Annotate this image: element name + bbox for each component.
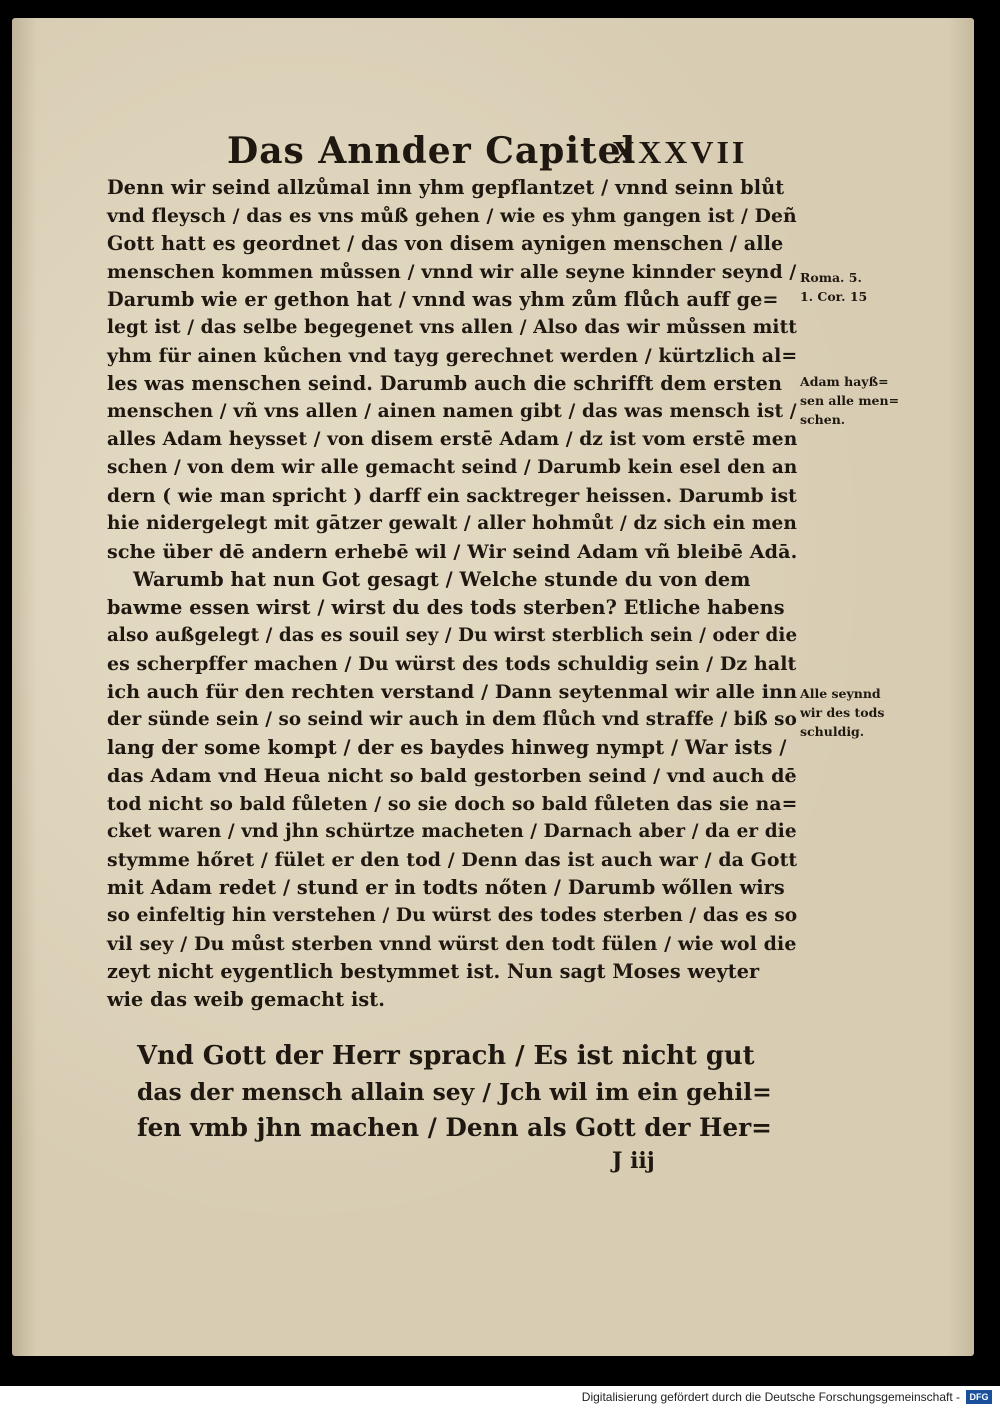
text-line: vil sey / Du můst sterben vnnd würst den todt fülen / wie wol die — [107, 933, 797, 955]
marginal-note-line: wir des tods — [800, 705, 885, 720]
footer-bar — [0, 1386, 1000, 1409]
paragraph-start-line: Warumb hat nun Got gesagt / Welche stunde du von dem — [133, 568, 751, 591]
text-line: sche über dē andern erhebē wil / Wir seind Adam vñ bleibē Adā. — [107, 540, 798, 563]
text-line: yhm für ainen kůchen vnd tayg gerechnet werden / kürtzlich al= — [107, 345, 798, 367]
marginal-note-line: schen. — [800, 412, 846, 427]
text-line: alles Adam heysset / von disem erstē Adam / dz ist vom erstē men — [107, 429, 798, 450]
text-line: ich auch für den rechten verstand / Dann seytenmal wir alle inn — [107, 680, 798, 703]
marginal-note-line: Alle seynnd — [800, 686, 881, 701]
text-line: legt ist / das selbe begegenet vns allen / Also das wir můssen mitt — [107, 317, 797, 338]
text-line: wie das weib gemacht ist. — [107, 988, 386, 1011]
chapter-title: Das Annder Capitel — [227, 130, 637, 172]
marginal-note — [800, 684, 930, 741]
text-line: stymme hőret / fület er den tod / Denn das ist auch war / da Gott — [107, 849, 798, 871]
dfg-logo: DFG — [966, 1390, 992, 1404]
text-line: das Adam vnd Heua nicht so bald gestorben seind / vnd auch dē — [107, 764, 797, 787]
text-line: zeyt nicht eygentlich bestymmet ist. Nun sagt Moses weyter — [107, 960, 760, 983]
text-line: menschen / vñ vns allen / ainen namen gibt / das was mensch ist / — [107, 401, 797, 422]
text-line: Darumb wie er gethon hat / vnnd was yhm zům flůch auff ge= — [107, 288, 779, 311]
text-line: les was menschen seind. Darumb auch die schrifft dem ersten — [107, 372, 783, 395]
folio-number: XXXVII — [612, 134, 748, 170]
scripture-line: das der mensch allain sey / Jch wil im ein gehil= — [137, 1078, 772, 1106]
text-line: tod nicht so bald fůleten / so sie doch so bald fůleten das sie na= — [107, 793, 798, 815]
marginal-note-line: 1. Cor. 15 — [800, 289, 868, 304]
marginal-note-line: sen alle men= — [800, 393, 900, 408]
text-line: vnd fleysch / das es vns můß gehen / wie es yhm gangen ist / Deñ — [107, 205, 797, 227]
signature-mark: J iij — [612, 1148, 655, 1174]
scripture-line: fen vmb jhn machen / Denn als Gott der Her= — [137, 1113, 772, 1142]
text-line: lang der some kompt / der es baydes hinweg nympt / War ists / — [107, 736, 787, 759]
text-line: so einfeltig hin verstehen / Du würst des todes sterben / das es so — [107, 905, 798, 926]
text-line: bawme essen wirst / wirst du des tods sterben? Etliche habens — [107, 596, 785, 619]
marginal-note-line: Roma. 5. — [800, 270, 862, 285]
text-line: hie nidergelegt mit gātzer gewalt / aller hohmůt / dz sich ein men — [107, 513, 797, 534]
scripture-line: Vnd Gott der Herr sprach / Es ist nicht gut — [137, 1041, 755, 1071]
text-line: Gott hatt es geordnet / das von disem aynigen menschen / alle — [107, 232, 784, 255]
marginal-note-line: schuldig. — [800, 724, 865, 739]
book-page — [12, 18, 974, 1356]
text-line: cket waren / vnd jhn schürtze macheten / Darnach aber / da er die — [107, 821, 797, 842]
text-line: schen / von dem wir alle gemacht seind / Darumb kein esel den an — [107, 457, 798, 478]
text-line: dern ( wie man spricht ) darff ein sacktreger heissen. Darumb ist — [107, 485, 797, 507]
text-line: Denn wir seind allzůmal inn yhm gepflantzet / vnnd seinn blůt — [107, 176, 785, 199]
marginal-note-line: Adam hayß= — [800, 374, 889, 389]
text-line: mit Adam redet / stund er in todts nőten / Darumb wőllen wirs — [107, 876, 785, 899]
body-text — [107, 174, 807, 1014]
text-line: der sünde sein / so seind wir auch in dem flůch vnd straffe / biß so — [107, 709, 797, 730]
text-line: es scherpffer machen / Du würst des tods schuldig sein / Dz halt — [107, 653, 797, 675]
text-line: also außgelegt / das es souil sey / Du wirst sterblich sein / oder die — [107, 625, 798, 646]
marginal-note — [800, 372, 930, 429]
funding-credit: Digitalisierung gefördert durch die Deutsche Forschungsgemeinschaft - — [581, 1390, 960, 1404]
scripture-quote — [137, 1038, 777, 1146]
page-header — [12, 130, 974, 178]
text-line: menschen kommen můssen / vnnd wir alle seyne kinnder seynd / — [107, 261, 797, 283]
marginal-note — [800, 268, 930, 306]
